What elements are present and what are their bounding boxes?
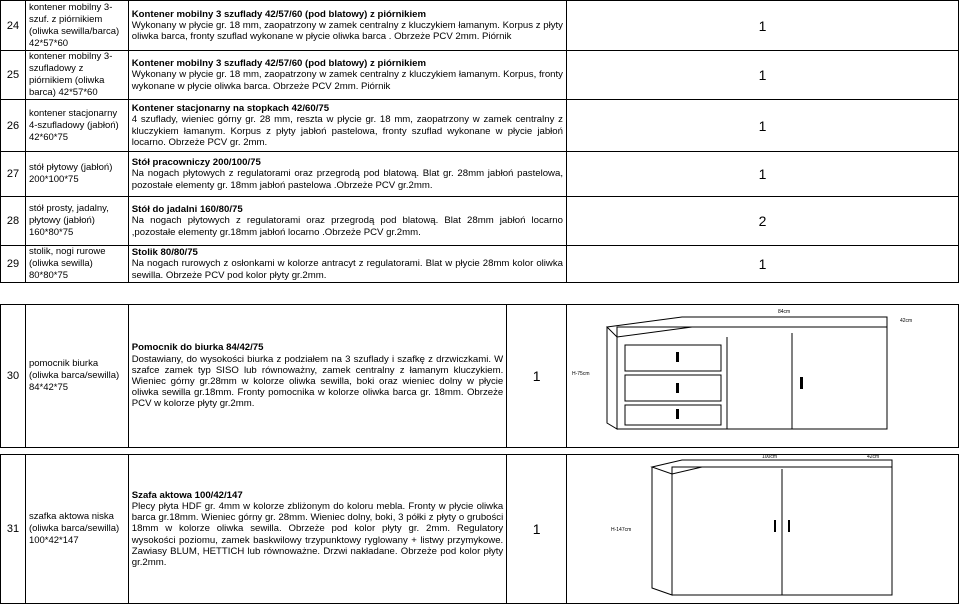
table-row [1, 100, 959, 152]
item-quantity: 1 [566, 51, 958, 100]
row-number: 24 [1, 1, 26, 51]
item-description [128, 455, 506, 604]
row-number: 26 [1, 100, 26, 152]
table-row [1, 152, 959, 197]
item-quantity: 1 [507, 455, 567, 604]
item-details: Na nogach płytowych z regulatorami oraz przegrodą pod blatową. Blat gr. 28mm jabłoń pastelowa, pozostałe elementy gr. 18mm jabłoń pastelowa .Obrzeże PCV gr.2mm. [131, 168, 563, 191]
handle-icon [774, 520, 776, 532]
file-cabinet-drawing [567, 455, 958, 598]
item-title: Kontener mobilny 3 szuflady 42/57/60 (pod blatowy) z piórnikiem [131, 8, 427, 20]
item-quantity: 1 [507, 305, 567, 448]
dim-height: H-147cm [610, 527, 632, 533]
table-row [1, 1, 959, 51]
dim-depth: 42cm [866, 455, 880, 460]
dim-width: 100cm [761, 455, 777, 460]
item-name: stolik, nogi rurowe (oliwka sewilla) 80*80*75 [25, 246, 128, 283]
item-description [128, 152, 566, 197]
item-quantity: 2 [566, 197, 958, 246]
table-row [1, 197, 959, 246]
dim-width: 84cm [777, 309, 791, 315]
item-details: Wykonany w płycie gr. 18 mm, zaopatrzony w zamek centralny z kluczykiem łamanym. Korpus z płyty oliwka barca, fronty szuflad wykonane w płycie oliwka barca . Obrzeże PCV 2mm. Piórnik [131, 19, 563, 43]
item-description [128, 246, 566, 283]
row-number: 28 [1, 197, 26, 246]
dim-depth: 42cm [899, 318, 913, 324]
handle-icon [800, 377, 803, 389]
handle-icon [676, 383, 679, 393]
table-row [1, 246, 959, 283]
item-details: Na nogach rurowych z osłonkami w kolorze antracyt z regulatorami. Blat w płycie 28mm kolor oliwka sewilla. Obrzeże PCV pod kolor płyty gr.2mm. [131, 258, 563, 281]
item-details: 4 szuflady, wieniec górny gr. 28 mm, reszta w płycie gr. 18 mm, zaopatrzony w zamek centralny z kluczykiem łamanym. Korpus z płyty jabłoń pastelowa, fronty szuflad wykonane w płycie jabłoń locarno. Obrzeże PCV gr. 2mm. [131, 114, 563, 148]
item-details: Wykonany w płycie gr. 18 mm, zaopatrzony w zamek centralny z kluczykiem łamanym. Korpus, fronty wykonane w płycie oliwka barca. Obrzeże PCV 2mm. Piórnik [131, 69, 563, 92]
item-quantity: 1 [566, 100, 958, 152]
item-description [128, 305, 506, 448]
item-title: Szafa aktowa 100/42/147 [131, 489, 243, 501]
item-name: szafka aktowa niska (oliwka barca/sewilla) 100*42*147 [25, 455, 128, 604]
item-title: Stolik 80/80/75 [131, 247, 198, 259]
dim-height: H-75cm [571, 371, 590, 377]
handle-icon [788, 520, 790, 532]
table-row [1, 51, 959, 100]
item-title: Pomocnik do biurka 84/42/75 [131, 342, 264, 354]
row-number: 25 [1, 51, 26, 100]
drawing-cell [566, 305, 958, 448]
item-name: kontener mobilny 3-szufladowy z piórnikiem (oliwka barca) 42*57*60 [25, 51, 128, 100]
item-details: Na nogach płytowych z regulatorami oraz przegrodą pod blatową. Blat 28mm jabłoń locarno ,pozostałe elementy gr.18mm jabłoń locarno .Obrzeże PCV gr.2mm. [131, 215, 563, 238]
table-row [1, 305, 959, 448]
item-description [128, 197, 566, 246]
item-name: stół prosty, jadalny, płytowy (jabłoń) 160*80*75 [25, 197, 128, 246]
item-description [128, 100, 566, 152]
handle-icon [676, 409, 679, 419]
item-name: stół płytowy (jabłoń) 200*100*75 [25, 152, 128, 197]
row-number: 31 [1, 455, 26, 604]
item-name: pomocnik biurka (oliwka barca/sewilla) 84*42*75 [25, 305, 128, 448]
item-quantity: 1 [566, 246, 958, 283]
drawing-cell [566, 455, 958, 604]
item-title: Stół do jadalni 160/80/75 [131, 204, 243, 216]
item-description [128, 51, 566, 100]
item-details: Dostawiany, do wysokości biurka z podziałem na 3 szuflady i szafkę z drzwiczkami. W szafce zamek typ SISO lub równoważny, zamek centralny z łamanym kluczykiem. Wieniec górny gr.28mm w kolorze oliwka sewilla, boki oraz wieniec dolny w płycie oliwka sewilla gr.18mm. Fronty pomocnika w kolorze oliwka barca gr. 18mm. Obrzeże PCV w kolorze płyty gr.2mm. [131, 353, 504, 410]
item-title: Stół pracowniczy 200/100/75 [131, 157, 261, 169]
table-row [1, 455, 959, 604]
item-name: kontener mobilny 3-szuf. z piórnikiem (oliwka sewilla/barca) 42*57*60 [25, 1, 128, 51]
handle-icon [676, 352, 679, 362]
row-number: 30 [1, 305, 26, 448]
item-title: Kontener mobilny 3 szuflady 42/57/60 (pod blatowy) z piórnikiem [131, 58, 427, 70]
item-quantity: 1 [566, 1, 958, 51]
item-details: Plecy płyta HDF gr. 4mm w kolorze zbliżonym do koloru mebla. Fronty w płycie oliwka barca gr.18mm. Wieniec górny gr. 28mm. Wieniec dolny, boki, 3 półki z płyty o grubości 18mm w kolorze oliwka sewilla. Obrzeże pod kolor płyty gr. 2mm. Regulatory wysokości poziomu, zamek baskwilowy trzypunktowy ryglowany + listwy przymykowe. Zawiasy BLUM, HETTICH lub równoważne. Drzwi nakładane. Obrzeże pod kolor płyty gr.2mm. [131, 500, 504, 568]
item-title: Kontener stacjonarny na stopkach 42/60/75 [131, 103, 330, 115]
table-gap [1, 283, 959, 305]
row-number: 29 [1, 246, 26, 283]
item-quantity: 1 [566, 152, 958, 197]
row-number: 27 [1, 152, 26, 197]
item-name: kontener stacjonarny 4-szufladowy (jabłoń) 42*60*75 [25, 100, 128, 152]
item-description [128, 1, 566, 51]
drawing-front [617, 327, 887, 429]
desk-pedestal-drawing [567, 305, 958, 442]
table-gap [1, 448, 959, 455]
